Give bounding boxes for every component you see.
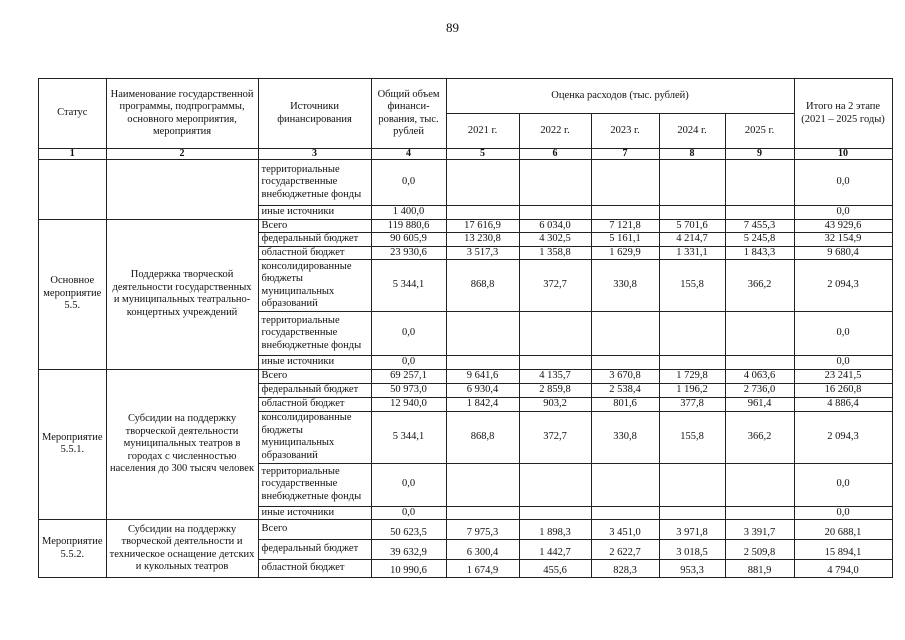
- year-amount-cell: 3 391,7: [725, 520, 794, 540]
- page-number: 89: [446, 20, 459, 35]
- status-cell: Мероприятие 5.5.2.: [39, 520, 107, 578]
- status-cell: Основное мероприятие 5.5.: [39, 219, 107, 369]
- table-row: [39, 520, 893, 540]
- stage-total-cell: 2 094,3: [794, 260, 892, 312]
- total-amount-cell: 69 257,1: [371, 369, 446, 383]
- year-amount-cell: 3 971,8: [659, 520, 725, 540]
- year-amount-cell: 5 245,8: [725, 233, 794, 247]
- funding-source-cell: федеральный бюджет: [258, 383, 371, 397]
- year-amount-cell: [446, 506, 519, 520]
- year-amount-cell: [519, 463, 591, 506]
- funding-source-cell: Всего: [258, 369, 371, 383]
- year-amount-cell: [725, 506, 794, 520]
- funding-source-cell: иные источники: [258, 206, 371, 220]
- year-amount-cell: [591, 356, 659, 370]
- year-amount-cell: [519, 506, 591, 520]
- year-amount-cell: 6 300,4: [446, 540, 519, 560]
- year-amount-cell: [519, 356, 591, 370]
- header-estimate: Оценка расходов (тыс. рублей): [446, 79, 794, 114]
- year-amount-cell: 17 616,9: [446, 219, 519, 233]
- header-year: 2021 г.: [446, 114, 519, 149]
- total-amount-cell: 0,0: [371, 463, 446, 506]
- budget-table: [38, 78, 893, 578]
- table-body: [39, 160, 893, 578]
- activity-name-cell: Поддержка творческой деятельности государственных и муниципальных театрально-концертных учреждений: [106, 219, 258, 369]
- column-number: 5: [446, 149, 519, 160]
- year-amount-cell: 5 161,1: [591, 233, 659, 247]
- year-amount-cell: [725, 312, 794, 356]
- stage-total-cell: 15 894,1: [794, 540, 892, 560]
- total-amount-cell: 10 990,6: [371, 560, 446, 578]
- year-amount-cell: 7 121,8: [591, 219, 659, 233]
- column-number: 7: [591, 149, 659, 160]
- header-sources: Источники финансирования: [258, 79, 371, 149]
- column-number: 9: [725, 149, 794, 160]
- table-row: [39, 219, 893, 233]
- year-amount-cell: 1 629,9: [591, 246, 659, 260]
- year-amount-cell: 7 455,3: [725, 219, 794, 233]
- status-cell: [39, 160, 107, 220]
- year-amount-cell: [659, 206, 725, 220]
- year-amount-cell: 801,6: [591, 397, 659, 411]
- year-amount-cell: 4 063,6: [725, 369, 794, 383]
- year-amount-cell: 953,3: [659, 560, 725, 578]
- funding-source-cell: федеральный бюджет: [258, 233, 371, 247]
- stage-total-cell: 32 154,9: [794, 233, 892, 247]
- total-amount-cell: 12 940,0: [371, 397, 446, 411]
- year-amount-cell: 372,7: [519, 411, 591, 463]
- year-amount-cell: [659, 312, 725, 356]
- funding-source-cell: консолидированные бюджеты муниципальных образований: [258, 411, 371, 463]
- activity-name-cell: Субсидии на поддержку творческой деятельности и техническое оснащение детских и кукольных театров: [106, 520, 258, 578]
- year-amount-cell: 4 214,7: [659, 233, 725, 247]
- stage-total-cell: 0,0: [794, 312, 892, 356]
- year-amount-cell: [591, 206, 659, 220]
- stage-total-cell: 20 688,1: [794, 520, 892, 540]
- column-number: 6: [519, 149, 591, 160]
- year-amount-cell: 1 358,8: [519, 246, 591, 260]
- stage-total-cell: 2 094,3: [794, 411, 892, 463]
- year-amount-cell: 2 736,0: [725, 383, 794, 397]
- year-amount-cell: 3 517,3: [446, 246, 519, 260]
- header-year: 2025 г.: [725, 114, 794, 149]
- header-year: 2023 г.: [591, 114, 659, 149]
- column-number: 8: [659, 149, 725, 160]
- year-amount-cell: 3 018,5: [659, 540, 725, 560]
- header-status: Статус: [39, 79, 107, 149]
- year-amount-cell: [725, 206, 794, 220]
- year-amount-cell: [659, 160, 725, 206]
- table-row: [39, 369, 893, 383]
- year-amount-cell: 9 641,6: [446, 369, 519, 383]
- year-amount-cell: 1 331,1: [659, 246, 725, 260]
- stage-total-cell: 9 680,4: [794, 246, 892, 260]
- column-number: 2: [106, 149, 258, 160]
- year-amount-cell: 155,8: [659, 260, 725, 312]
- total-amount-cell: 90 605,9: [371, 233, 446, 247]
- year-amount-cell: 13 230,8: [446, 233, 519, 247]
- funding-source-cell: территориальные государственные внебюджетные фонды: [258, 312, 371, 356]
- stage-total-cell: 23 241,5: [794, 369, 892, 383]
- column-number: 10: [794, 149, 892, 160]
- year-amount-cell: [446, 463, 519, 506]
- year-amount-cell: [519, 312, 591, 356]
- year-amount-cell: [659, 463, 725, 506]
- header-total: Общий объем финанси-рования, тыс. рублей: [371, 79, 446, 149]
- total-amount-cell: 5 344,1: [371, 411, 446, 463]
- total-amount-cell: 50 623,5: [371, 520, 446, 540]
- year-amount-cell: 1 898,3: [519, 520, 591, 540]
- year-amount-cell: [591, 312, 659, 356]
- year-amount-cell: 5 701,6: [659, 219, 725, 233]
- funding-source-cell: областной бюджет: [258, 397, 371, 411]
- stage-total-cell: 43 929,6: [794, 219, 892, 233]
- funding-source-cell: Всего: [258, 520, 371, 540]
- header-stage-total: Итого на 2 этапе (2021 – 2025 годы): [794, 79, 892, 149]
- total-amount-cell: 39 632,9: [371, 540, 446, 560]
- stage-total-cell: 0,0: [794, 206, 892, 220]
- total-amount-cell: 1 400,0: [371, 206, 446, 220]
- funding-source-cell: иные источники: [258, 506, 371, 520]
- year-amount-cell: [659, 506, 725, 520]
- year-amount-cell: [591, 463, 659, 506]
- funding-source-cell: Всего: [258, 219, 371, 233]
- total-amount-cell: 50 973,0: [371, 383, 446, 397]
- activity-name-cell: [106, 160, 258, 220]
- year-amount-cell: 3 451,0: [591, 520, 659, 540]
- year-amount-cell: 155,8: [659, 411, 725, 463]
- stage-total-cell: 0,0: [794, 356, 892, 370]
- year-amount-cell: 377,8: [659, 397, 725, 411]
- year-amount-cell: 1 843,3: [725, 246, 794, 260]
- column-number: 4: [371, 149, 446, 160]
- year-amount-cell: 828,3: [591, 560, 659, 578]
- total-amount-cell: 0,0: [371, 356, 446, 370]
- stage-total-cell: 4 886,4: [794, 397, 892, 411]
- year-amount-cell: [446, 160, 519, 206]
- activity-name-cell: Субсидии на поддержку творческой деятельности муниципальных театров в городах с численностью населения до 300 тысяч человек: [106, 369, 258, 520]
- year-amount-cell: 6 930,4: [446, 383, 519, 397]
- year-amount-cell: [591, 160, 659, 206]
- year-amount-cell: 868,8: [446, 411, 519, 463]
- year-amount-cell: 4 302,5: [519, 233, 591, 247]
- year-amount-cell: 455,6: [519, 560, 591, 578]
- year-amount-cell: 868,8: [446, 260, 519, 312]
- year-amount-cell: 2 859,8: [519, 383, 591, 397]
- funding-source-cell: федеральный бюджет: [258, 540, 371, 560]
- funding-source-cell: областной бюджет: [258, 246, 371, 260]
- stage-total-cell: 0,0: [794, 160, 892, 206]
- year-amount-cell: 2 622,7: [591, 540, 659, 560]
- table-row: [39, 160, 893, 206]
- year-amount-cell: 6 034,0: [519, 219, 591, 233]
- year-amount-cell: 372,7: [519, 260, 591, 312]
- year-amount-cell: 7 975,3: [446, 520, 519, 540]
- year-amount-cell: 3 670,8: [591, 369, 659, 383]
- year-amount-cell: 1 842,4: [446, 397, 519, 411]
- total-amount-cell: 119 880,6: [371, 219, 446, 233]
- year-amount-cell: 1 729,8: [659, 369, 725, 383]
- year-amount-cell: [591, 506, 659, 520]
- year-amount-cell: 2 509,8: [725, 540, 794, 560]
- stage-total-cell: 4 794,0: [794, 560, 892, 578]
- header-name: Наименование государственной программы, подпрограммы, основного мероприятия, мероприятия: [106, 79, 258, 149]
- year-amount-cell: [446, 206, 519, 220]
- year-amount-cell: [725, 356, 794, 370]
- total-amount-cell: 0,0: [371, 160, 446, 206]
- year-amount-cell: [519, 206, 591, 220]
- column-number: 3: [258, 149, 371, 160]
- year-amount-cell: 330,8: [591, 411, 659, 463]
- stage-total-cell: 0,0: [794, 506, 892, 520]
- funding-source-cell: иные источники: [258, 356, 371, 370]
- year-amount-cell: [519, 160, 591, 206]
- year-amount-cell: 4 135,7: [519, 369, 591, 383]
- year-amount-cell: [725, 463, 794, 506]
- status-cell: Мероприятие 5.5.1.: [39, 369, 107, 520]
- funding-source-cell: областной бюджет: [258, 560, 371, 578]
- funding-source-cell: территориальные государственные внебюджетные фонды: [258, 463, 371, 506]
- stage-total-cell: 16 260,8: [794, 383, 892, 397]
- total-amount-cell: 23 930,6: [371, 246, 446, 260]
- stage-total-cell: 0,0: [794, 463, 892, 506]
- total-amount-cell: 0,0: [371, 506, 446, 520]
- year-amount-cell: 330,8: [591, 260, 659, 312]
- year-amount-cell: 881,9: [725, 560, 794, 578]
- column-number: 1: [39, 149, 107, 160]
- funding-source-cell: консолидированные бюджеты муниципальных образований: [258, 260, 371, 312]
- year-amount-cell: [725, 160, 794, 206]
- year-amount-cell: 1 674,9: [446, 560, 519, 578]
- year-amount-cell: 1 442,7: [519, 540, 591, 560]
- year-amount-cell: 903,2: [519, 397, 591, 411]
- year-amount-cell: 1 196,2: [659, 383, 725, 397]
- year-amount-cell: 2 538,4: [591, 383, 659, 397]
- year-amount-cell: [659, 356, 725, 370]
- year-amount-cell: 961,4: [725, 397, 794, 411]
- year-amount-cell: 366,2: [725, 411, 794, 463]
- funding-source-cell: территориальные государственные внебюджетные фонды: [258, 160, 371, 206]
- year-amount-cell: [446, 312, 519, 356]
- year-amount-cell: [446, 356, 519, 370]
- total-amount-cell: 0,0: [371, 312, 446, 356]
- total-amount-cell: 5 344,1: [371, 260, 446, 312]
- header-year: 2024 г.: [659, 114, 725, 149]
- year-amount-cell: 366,2: [725, 260, 794, 312]
- header-year: 2022 г.: [519, 114, 591, 149]
